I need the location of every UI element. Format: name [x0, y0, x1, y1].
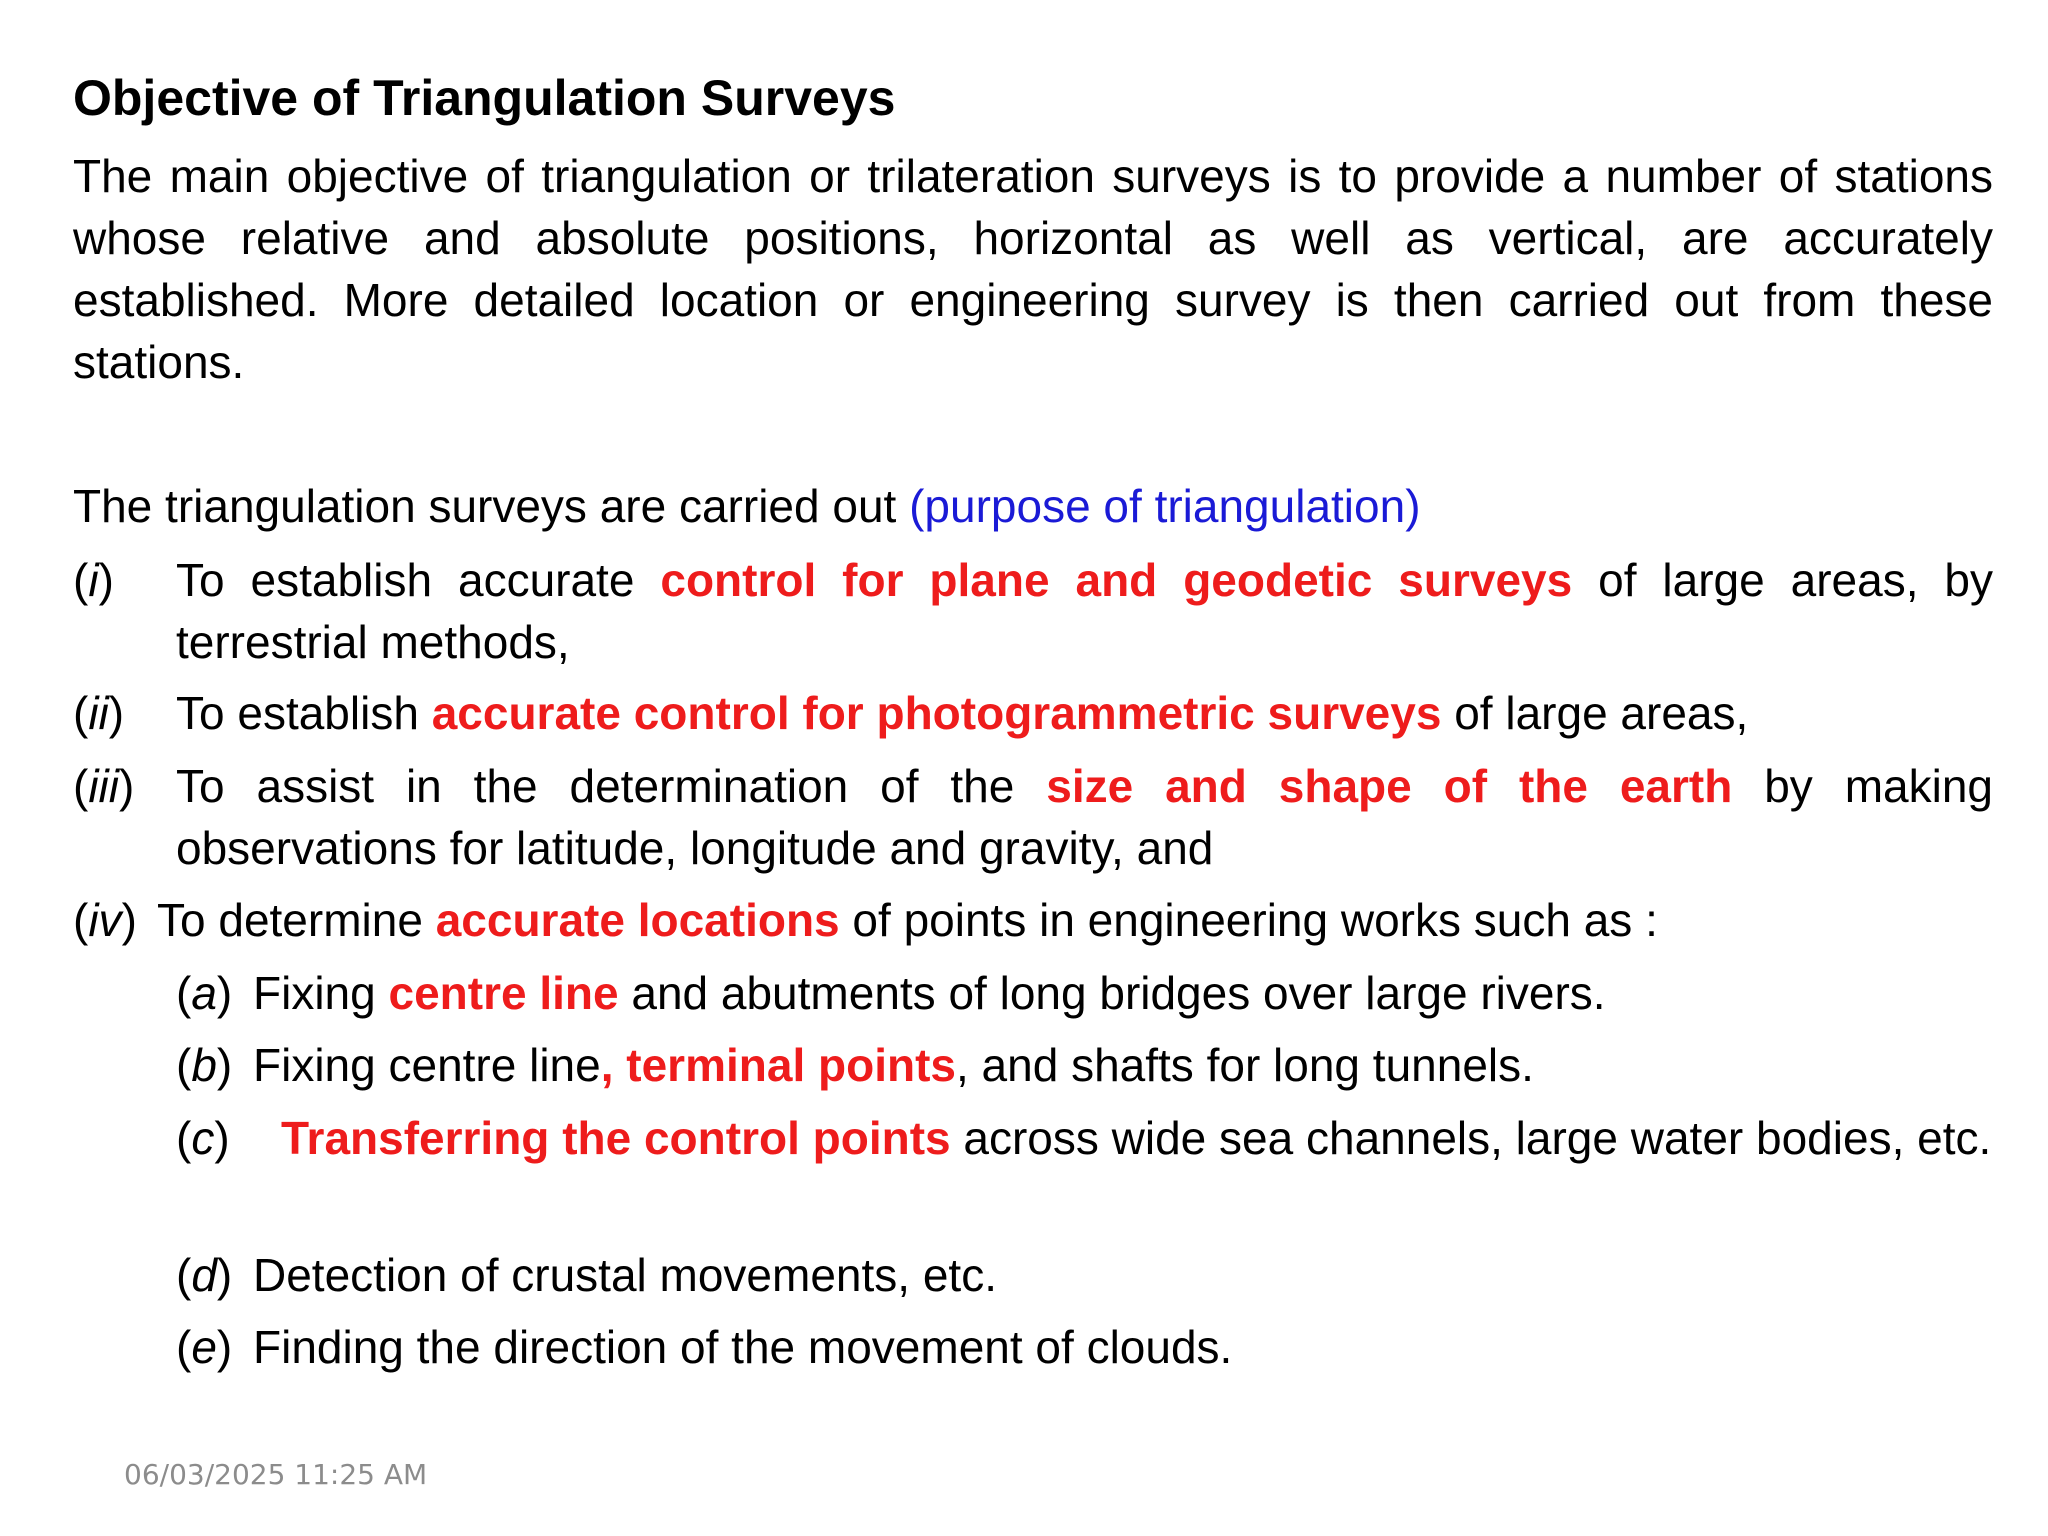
item-highlight: accurate locations — [435, 894, 840, 946]
subitem-text: Fixing centre line and abutments of long bridges over large rivers. — [253, 967, 1606, 1019]
subitem-marker: (b) — [176, 1039, 233, 1091]
engineering-subitem — [176, 1316, 1993, 1378]
subitem-text: Transferring the control points across wide sea channels, large water bodies, etc. — [281, 1112, 1992, 1164]
engineering-subitem — [176, 1034, 1993, 1096]
subitem-highlight: , terminal points — [600, 1039, 956, 1091]
engineering-subitem — [176, 1244, 1993, 1306]
item-marker: (iv) — [73, 894, 137, 946]
lead-highlight: (purpose of triangulation) — [909, 480, 1421, 532]
slide-timestamp: 06/03/2025 11:25 AM — [124, 1458, 428, 1491]
subitem-marker: (d) — [176, 1249, 233, 1301]
item-text: To assist in the determination of the size and shape of the earth by making observations for latitude, longitude and gravity, and — [176, 760, 1993, 874]
lead-text: The triangulation surveys are carried out — [73, 480, 910, 532]
item-text: To determine accurate locations of points in engineering works such as : — [157, 894, 1658, 946]
subitem-text: Detection of crustal movements, etc. — [253, 1249, 997, 1301]
purpose-item — [73, 682, 1993, 744]
purpose-item — [73, 755, 1993, 879]
item-highlight: size and shape of the earth — [1046, 760, 1733, 812]
item-text: To establish accurate control for plane and geodetic surveys of large areas, by terrestrial methods, — [176, 554, 1994, 668]
intro-paragraph: The main objective of triangulation or trilateration surveys is to provide a number of stations whose relative and absolute positions, horizontal as well as vertical, are accurately established. More detailed location or engineering survey is then carried out from these stations. — [73, 150, 1993, 388]
item-marker: (i) — [73, 554, 114, 606]
purpose-item — [73, 889, 1993, 951]
subitem-marker: (c) — [176, 1112, 230, 1164]
purpose-item — [73, 549, 1993, 673]
subitem-text: Fixing centre line, terminal points, and shafts for long tunnels. — [253, 1039, 1534, 1091]
subitem-marker: (e) — [176, 1321, 233, 1373]
item-highlight: accurate control for photogrammetric surveys — [431, 687, 1442, 739]
subitem-highlight: centre line — [388, 967, 619, 1019]
subitem-text: Finding the direction of the movement of clouds. — [253, 1321, 1233, 1373]
subitem-highlight: Transferring the control points — [281, 1112, 951, 1164]
item-marker: (ii) — [73, 687, 125, 739]
subitem-marker: (a) — [176, 967, 233, 1019]
item-text: To establish accurate control for photogrammetric surveys of large areas, — [176, 687, 1749, 739]
item-marker: (iii) — [73, 760, 135, 812]
item-highlight: control for plane and geodetic surveys — [660, 554, 1573, 606]
lead-sentence — [73, 475, 1421, 537]
slide-title: Objective of Triangulation Surveys — [73, 70, 896, 126]
engineering-subitem — [176, 1107, 1993, 1169]
engineering-subitem — [176, 962, 1993, 1024]
